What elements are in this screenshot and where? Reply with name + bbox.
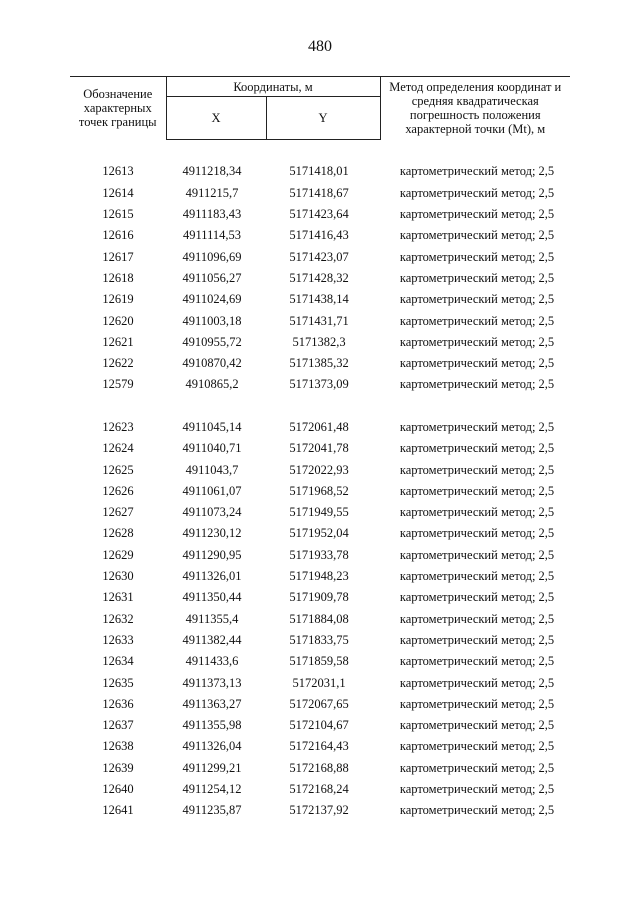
x-cell: 4911235,87 — [182, 803, 242, 818]
y-cell: 5172168,24 — [289, 782, 349, 797]
method-cell: картометрический метод; 2,5 — [399, 547, 555, 562]
point-cell: 12627 — [102, 505, 134, 520]
table-row — [70, 758, 570, 779]
table-row — [70, 225, 570, 246]
table-row — [70, 736, 570, 757]
x-cell: 4911254,12 — [182, 782, 242, 797]
method-cell: картометрический метод; 2,5 — [399, 654, 555, 669]
table-row — [70, 651, 570, 672]
x-cell: 4911355,98 — [182, 718, 242, 733]
point-cell: 12623 — [102, 420, 134, 434]
method-cell: картометрический метод; 2,5 — [399, 611, 555, 626]
method-cell: картометрический метод; 2,5 — [399, 334, 555, 349]
method-cell: картометрический метод; 2,5 — [399, 270, 555, 285]
method-cell: картометрический метод; 2,5 — [399, 590, 555, 605]
method-cell: картометрический метод; 2,5 — [399, 718, 555, 733]
point-cell: 12639 — [102, 760, 134, 775]
y-cell: 5171385,32 — [289, 356, 349, 371]
group-gap — [70, 396, 570, 417]
y-cell: 5172168,88 — [289, 760, 349, 775]
point-cell: 12630 — [102, 569, 134, 584]
header-x: X — [166, 97, 266, 140]
table-row — [70, 566, 570, 587]
x-cell: 4911355,4 — [185, 611, 239, 626]
x-cell: 4911114,53 — [183, 228, 241, 243]
x-cell: 4911215,7 — [185, 185, 239, 200]
y-cell: 5172061,48 — [289, 420, 349, 434]
table-row — [70, 523, 570, 544]
x-cell: 4911326,04 — [182, 739, 242, 754]
method-cell: картометрический метод; 2,5 — [399, 526, 555, 541]
y-cell: 5171382,3 — [292, 334, 346, 349]
x-cell: 4910955,72 — [182, 334, 242, 349]
x-cell: 4910865,2 — [185, 377, 239, 392]
y-cell: 5172067,65 — [289, 696, 349, 711]
method-cell: картометрический метод; 2,5 — [399, 483, 555, 498]
point-cell: 12620 — [102, 313, 134, 328]
table-row — [70, 438, 570, 459]
table-header — [70, 77, 570, 140]
table-row — [70, 694, 570, 715]
method-cell: картометрический метод; 2,5 — [399, 313, 555, 328]
x-cell: 4911045,14 — [182, 420, 242, 434]
point-cell: 12621 — [102, 334, 134, 349]
x-cell: 4911024,69 — [182, 292, 242, 307]
table-row — [70, 672, 570, 693]
y-cell: 5171933,78 — [289, 547, 349, 562]
point-cell: 12635 — [102, 675, 134, 690]
x-cell: 4911218,34 — [182, 164, 242, 179]
x-cell: 4911373,13 — [182, 675, 242, 690]
method-cell: картометрический метод; 2,5 — [399, 441, 555, 456]
point-cell: 12628 — [102, 526, 134, 541]
y-cell: 5172137,92 — [289, 803, 349, 818]
point-cell: 12622 — [102, 356, 134, 371]
point-cell: 12624 — [102, 441, 134, 456]
x-cell: 4911043,7 — [185, 462, 239, 477]
point-cell: 12631 — [102, 590, 134, 605]
table-row — [70, 183, 570, 204]
x-cell: 4911073,24 — [182, 505, 242, 520]
point-cell: 12634 — [102, 654, 134, 669]
method-cell: картометрический метод; 2,5 — [399, 782, 555, 797]
method-cell: картометрический метод; 2,5 — [399, 462, 555, 477]
x-cell: 4911363,27 — [182, 696, 242, 711]
point-cell: 12619 — [102, 292, 134, 307]
point-cell: 12633 — [102, 632, 134, 647]
table-row — [70, 268, 570, 289]
table-row — [70, 246, 570, 267]
point-cell: 12613 — [102, 164, 134, 179]
x-cell: 4911003,18 — [182, 313, 242, 328]
table-body — [70, 140, 570, 822]
table-row — [70, 481, 570, 502]
y-cell: 5171418,67 — [289, 185, 349, 200]
x-cell: 4911056,27 — [182, 270, 242, 285]
table-row — [70, 800, 570, 821]
coordinates-table — [70, 76, 570, 822]
y-cell: 5171884,08 — [289, 611, 349, 626]
method-cell: картометрический метод; 2,5 — [399, 739, 555, 754]
table-row — [70, 310, 570, 331]
x-cell: 4911183,43 — [182, 207, 242, 222]
header-method: Метод определения координат и средняя квадратическая погрешность положения характерной точки (Mt), м — [380, 77, 570, 140]
method-cell: картометрический метод; 2,5 — [399, 803, 555, 818]
y-cell: 5171968,52 — [289, 483, 349, 498]
y-cell: 5171438,14 — [289, 292, 349, 307]
header-point-designation: Обозначение характерных точек границы — [70, 77, 166, 140]
point-cell: 12641 — [102, 803, 134, 818]
table-row — [70, 779, 570, 800]
table-row — [70, 417, 570, 438]
table-row — [70, 204, 570, 225]
point-cell: 12614 — [102, 185, 134, 200]
table-row — [70, 609, 570, 630]
point-cell: 12629 — [102, 547, 134, 562]
point-cell: 12618 — [102, 270, 134, 285]
method-cell: картометрический метод; 2,5 — [399, 505, 555, 520]
point-cell: 12616 — [102, 228, 134, 243]
point-cell: 12615 — [102, 207, 134, 222]
table-row — [70, 502, 570, 523]
table-row — [70, 332, 570, 353]
y-cell: 5172104,67 — [289, 718, 349, 733]
x-cell: 4911350,44 — [182, 590, 242, 605]
y-cell: 5172041,78 — [289, 441, 349, 456]
method-cell: картометрический метод; 2,5 — [399, 228, 555, 243]
table-row — [70, 161, 570, 182]
table-row — [70, 587, 570, 608]
y-cell: 5171431,71 — [289, 313, 349, 328]
method-cell: картометрический метод; 2,5 — [399, 675, 555, 690]
table-row — [70, 353, 570, 374]
x-cell: 4911299,21 — [182, 760, 242, 775]
point-cell: 12579 — [102, 377, 134, 392]
page-number: 480 — [308, 38, 332, 55]
method-cell: картометрический метод; 2,5 — [399, 760, 555, 775]
point-cell: 12640 — [102, 782, 134, 797]
x-cell: 4911230,12 — [182, 526, 242, 541]
point-cell: 12617 — [102, 249, 134, 264]
table-row — [70, 459, 570, 480]
y-cell: 5172022,93 — [289, 462, 349, 477]
x-cell: 4911061,07 — [182, 483, 242, 498]
y-cell: 5171416,43 — [289, 228, 349, 243]
point-cell: 12632 — [102, 611, 134, 626]
method-cell: картометрический метод; 2,5 — [399, 356, 555, 371]
x-cell: 4911326,01 — [182, 569, 242, 584]
method-cell: картометрический метод; 2,5 — [399, 249, 555, 264]
method-cell: картометрический метод; 2,5 — [399, 377, 555, 392]
y-cell: 5171423,07 — [289, 249, 349, 264]
method-cell: картометрический метод; 2,5 — [399, 632, 555, 647]
point-cell: 12625 — [102, 462, 134, 477]
point-cell: 12626 — [102, 483, 134, 498]
table-row — [70, 715, 570, 736]
y-cell: 5171423,64 — [289, 207, 349, 222]
y-cell: 5171859,58 — [289, 654, 349, 669]
y-cell: 5171948,23 — [289, 569, 349, 584]
x-cell: 4911382,44 — [182, 632, 242, 647]
x-cell: 4910870,42 — [182, 356, 242, 371]
header-coordinates: Координаты, м — [166, 77, 380, 97]
method-cell: картометрический метод; 2,5 — [399, 207, 555, 222]
table-row — [70, 374, 570, 395]
method-cell: картометрический метод; 2,5 — [399, 420, 555, 434]
method-cell: картометрический метод; 2,5 — [399, 569, 555, 584]
method-cell: картометрический метод; 2,5 — [399, 696, 555, 711]
y-cell: 5171373,09 — [289, 377, 349, 392]
point-cell: 12636 — [102, 696, 134, 711]
y-cell: 5171949,55 — [289, 505, 349, 520]
x-cell: 4911040,71 — [182, 441, 242, 456]
table-row — [70, 545, 570, 566]
y-cell: 5172164,43 — [289, 739, 349, 754]
table-row — [70, 289, 570, 310]
y-cell: 5172031,1 — [292, 675, 346, 690]
y-cell: 5171418,01 — [289, 164, 349, 179]
y-cell: 5171909,78 — [289, 590, 349, 605]
y-cell: 5171833,75 — [289, 632, 349, 647]
x-cell: 4911433,6 — [185, 654, 239, 669]
y-cell: 5171952,04 — [289, 526, 349, 541]
point-cell: 12638 — [102, 739, 134, 754]
method-cell: картометрический метод; 2,5 — [399, 164, 555, 179]
method-cell: картометрический метод; 2,5 — [399, 185, 555, 200]
header-y: Y — [266, 97, 380, 140]
method-cell: картометрический метод; 2,5 — [399, 292, 555, 307]
x-cell: 4911096,69 — [182, 249, 242, 264]
y-cell: 5171428,32 — [289, 270, 349, 285]
point-cell: 12637 — [102, 718, 134, 733]
x-cell: 4911290,95 — [182, 547, 242, 562]
table-row — [70, 630, 570, 651]
